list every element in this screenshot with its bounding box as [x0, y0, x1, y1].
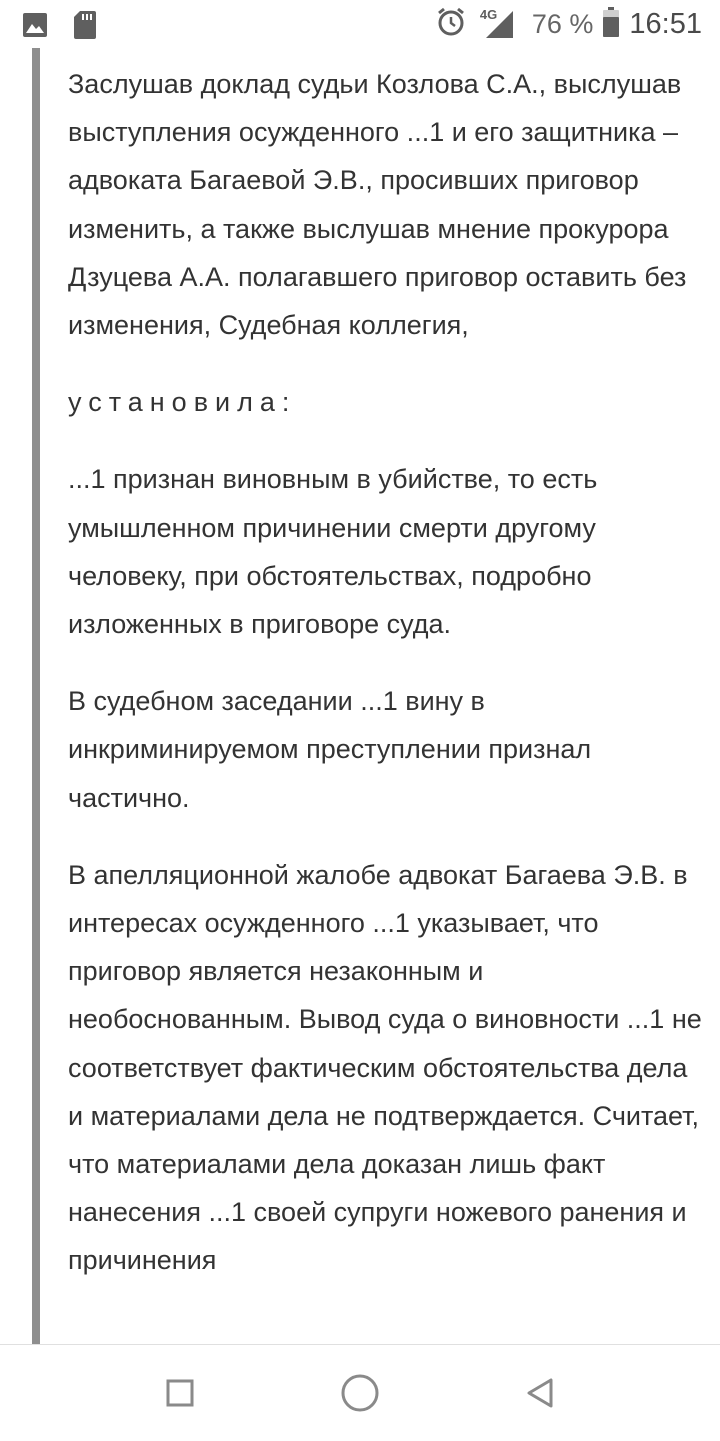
- document-text: [68, 60, 708, 1314]
- battery-percent: 76 %: [531, 8, 594, 39]
- navigation-bar: [0, 1344, 720, 1441]
- battery-icon: [603, 7, 619, 42]
- alarm-icon: [436, 7, 466, 42]
- paragraph: В судебном заседании ...1 вину в инкриминируемом преступлении признал частично.: [68, 686, 592, 813]
- square-icon: [166, 1379, 194, 1407]
- status-icons: [436, 0, 702, 48]
- back-triangle-icon: [525, 1377, 555, 1409]
- back-button[interactable]: [520, 1373, 560, 1413]
- paragraph-heading: установила:: [68, 387, 297, 418]
- sd-card-icon: [74, 11, 96, 44]
- network-type-label: 4G: [479, 7, 498, 22]
- notification-icons: [22, 11, 96, 44]
- home-button[interactable]: [340, 1373, 380, 1413]
- paragraph: В апелляционной жалобе адвокат Багаева Э.В. в интересах осужденного ...1 указывает, что приговор является незаконным и необоснованным. Вывод суда о виновности ...1 не соответствует фактическим обстоятельства дела и материалами дела не подтверждается. Считает, что материалами дела доказан лишь факт нанесения ...1 своей супруги ножевого ранения и причинения: [68, 859, 702, 1276]
- status-bar: [0, 0, 720, 48]
- image-icon: [22, 12, 48, 43]
- blockquote-bar: [32, 48, 40, 1344]
- recents-button[interactable]: [160, 1373, 200, 1413]
- clock: 16:51: [629, 7, 702, 40]
- circle-icon: [340, 1373, 380, 1413]
- document-view[interactable]: [0, 48, 720, 1344]
- signal-icon: [480, 9, 514, 39]
- paragraph: ...1 признан виновным в убийстве, то есть умышленном причинении смерти другому человеку, при обстоятельствах, подробно изложенных в приговоре суда.: [68, 464, 598, 640]
- paragraph: Заслушав доклад судьи Козлова С.А., выслушав выступления осужденного ...1 и его защитника – адвоката Багаевой Э.В., просивших приговор изменить, а также выслушав мнение прокурора Дзуцева А.А. полагавшего приговор оставить без изменения, Судебная коллегия,: [68, 69, 687, 341]
